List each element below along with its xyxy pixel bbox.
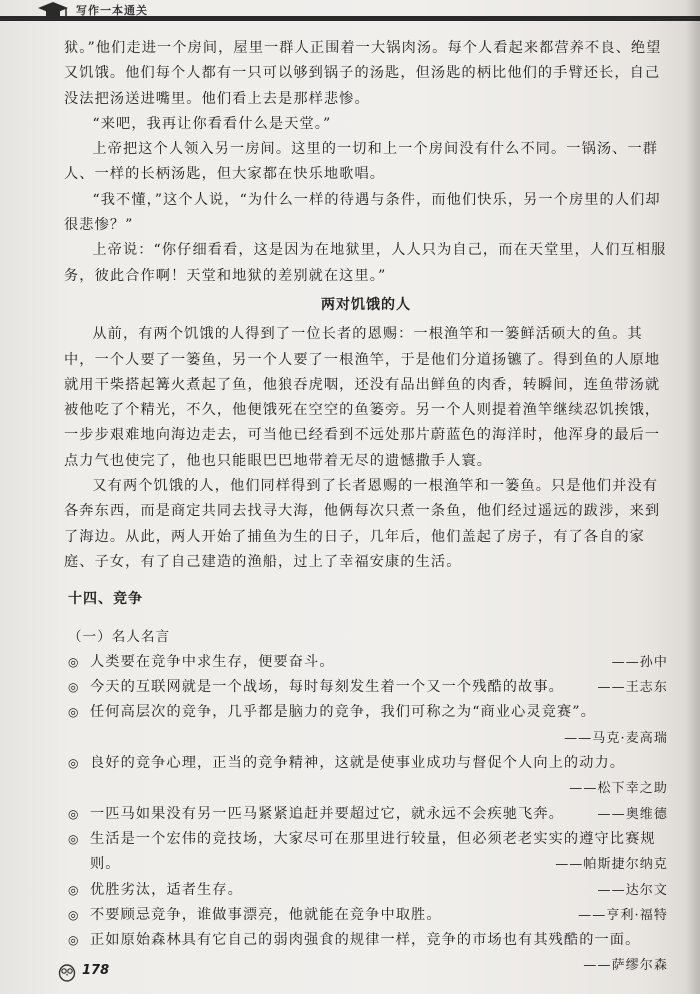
quote-author: ——王志东 bbox=[597, 680, 668, 696]
page-number: 178 bbox=[82, 963, 110, 978]
bullet-marker: ◎ bbox=[68, 831, 80, 846]
quote-text: 一匹马如果没有另一匹马紧紧追赶并要超过它，就永远不会疾驰飞奔。 bbox=[90, 805, 564, 822]
quote-item bbox=[64, 928, 668, 953]
quote-author: ——达尔文 bbox=[597, 882, 668, 898]
page-spine-shadow bbox=[686, 0, 700, 994]
quote-author: ——帕斯捷尔纳克 bbox=[555, 857, 668, 873]
paragraph: 从前，有两个饥饿的人得到了一位长者的恩赐：一根渔竿和一篓鲜活硕大的鱼。其中，一个人要了一篓鱼，另一个人要了一根渔竿，于是他们分道扬镳了。得到鱼的人原地就用干柴搭起篝火煮起了鱼，他狼吞虎咽，还没有品出鲜鱼的肉香，转瞬间，连鱼带汤就被他吃了个精光，不久，他便饿死在空空的鱼篓旁。另一个人则提着渔竿继续忍饥挨饿，一步步艰难地向海边走去，可当他已经看到不远处那片蔚蓝色的海洋时，他浑身的最后一点力气也使完了，他也只能眼巴巴地带着无尽的遗憾撒手人寰。 bbox=[64, 326, 661, 469]
quote-item bbox=[64, 751, 668, 776]
section-title: 十四、竞争 bbox=[68, 591, 143, 608]
bullet-marker: ◎ bbox=[68, 907, 80, 922]
bullet-marker: ◎ bbox=[68, 756, 80, 771]
quote-item bbox=[64, 878, 668, 903]
bullet-marker: ◎ bbox=[68, 680, 80, 695]
bullet-marker: ◎ bbox=[68, 806, 80, 821]
bullet-marker: ◎ bbox=[68, 933, 80, 948]
quote-item bbox=[64, 700, 668, 725]
paragraph: 又有两个饥饿的人，他们同样得到了长者恩赐的一根渔竿和一篓鱼。只是他们并没有各奔东西，而是商定共同去找寻大海，他俩每次只煮一条鱼，他们经过遥远的跋涉，来到了海边。从此，两人开始了捕鱼为生的日子，几年后，他们盖起了房子，有了各自的家庭、子女，有了自己建造的渔船，过上了幸福安康的生活。 bbox=[64, 478, 661, 570]
page-body bbox=[64, 36, 668, 979]
quote-text: 生活是一个宏伟的竞技场，大家尽可在那里进行较量，但必须老老实实的遵守比赛规则。 bbox=[90, 830, 656, 873]
quote-text: 良好的竞争心理，正当的竞争精神，这就是使事业成功与督促个人向上的动力。 bbox=[90, 755, 626, 772]
paragraph: “我不懂，”这个人说，“为什么一样的待遇与条件，而他们快乐，另一个房里的人们却很悲惨？” bbox=[64, 191, 661, 234]
quote-author: ——奥维德 bbox=[597, 806, 668, 822]
paragraph: 上帝说：“你仔细看看，这是因为在地狱里，人人只为自己，而在天堂里，人们互相服务，彼此合作啊！天堂和地狱的差别就在这里。” bbox=[64, 242, 667, 284]
quote-item bbox=[64, 903, 668, 928]
quote-author: ——孙中 bbox=[611, 654, 668, 670]
bullet-marker: ◎ bbox=[68, 882, 80, 897]
quote-item bbox=[64, 802, 668, 827]
quote-text: 优胜劣汰，适者生存。 bbox=[90, 881, 243, 898]
quote-text: 今天的互联网就是一个战场，每时每刻发生着一个又一个残酷的故事。 bbox=[90, 679, 564, 696]
quote-item bbox=[64, 675, 668, 700]
book-title: 写作一本通关 bbox=[76, 4, 148, 17]
story-title: 两对饥饿的人 bbox=[321, 296, 411, 313]
bullet-marker: ◎ bbox=[68, 705, 80, 720]
paragraph: “来吧，我再让你看看什么是天堂。” bbox=[92, 115, 332, 132]
quote-item bbox=[64, 650, 668, 675]
quote-text: 任何高层次的竞争，几乎都是脑力的竞争，我们可称之为“商业心灵竞赛”。 bbox=[90, 704, 596, 721]
quote-text: 不要顾忌竞争，谁做事漂亮，他就能在竞争中取胜。 bbox=[90, 906, 442, 923]
paragraph: 狱。”他们走进一个房间，屋里一群人正围着一大锅肉汤。每个人看起来都营养不良、绝望又饥饿。他们每个人都有一只可以够到锅子的汤匙，但汤匙的柄比他们的手臂还长，自己没法把汤送进嘴里。他们看上去是那样悲惨。 bbox=[64, 40, 662, 107]
quote-author: ——萨缪尔森 bbox=[583, 958, 668, 974]
owl-icon bbox=[58, 962, 76, 982]
quote-author: ——亨利·福特 bbox=[578, 907, 668, 923]
quote-author: ——马克·麦高瑞 bbox=[564, 730, 668, 746]
quote-item bbox=[64, 827, 668, 878]
paragraph: 上帝把这个人领入另一房间。这里的一切和上一个房间没有什么不同。一锅汤、一群人、一样的长柄汤匙，但大家都在快乐地歌唱。 bbox=[64, 141, 659, 183]
bullet-marker: ◎ bbox=[68, 654, 80, 669]
quote-text: 正如原始森林具有它自己的弱肉强食的规律一样，竞争的市场也有其残酷的一面。 bbox=[90, 932, 641, 949]
quote-author: ——松下幸之助 bbox=[569, 781, 668, 797]
page-header bbox=[0, 0, 700, 26]
quote-text: 人类要在竞争中求生存，便要奋斗。 bbox=[90, 653, 335, 670]
subsection-title: （一）名人名言 bbox=[68, 628, 171, 645]
